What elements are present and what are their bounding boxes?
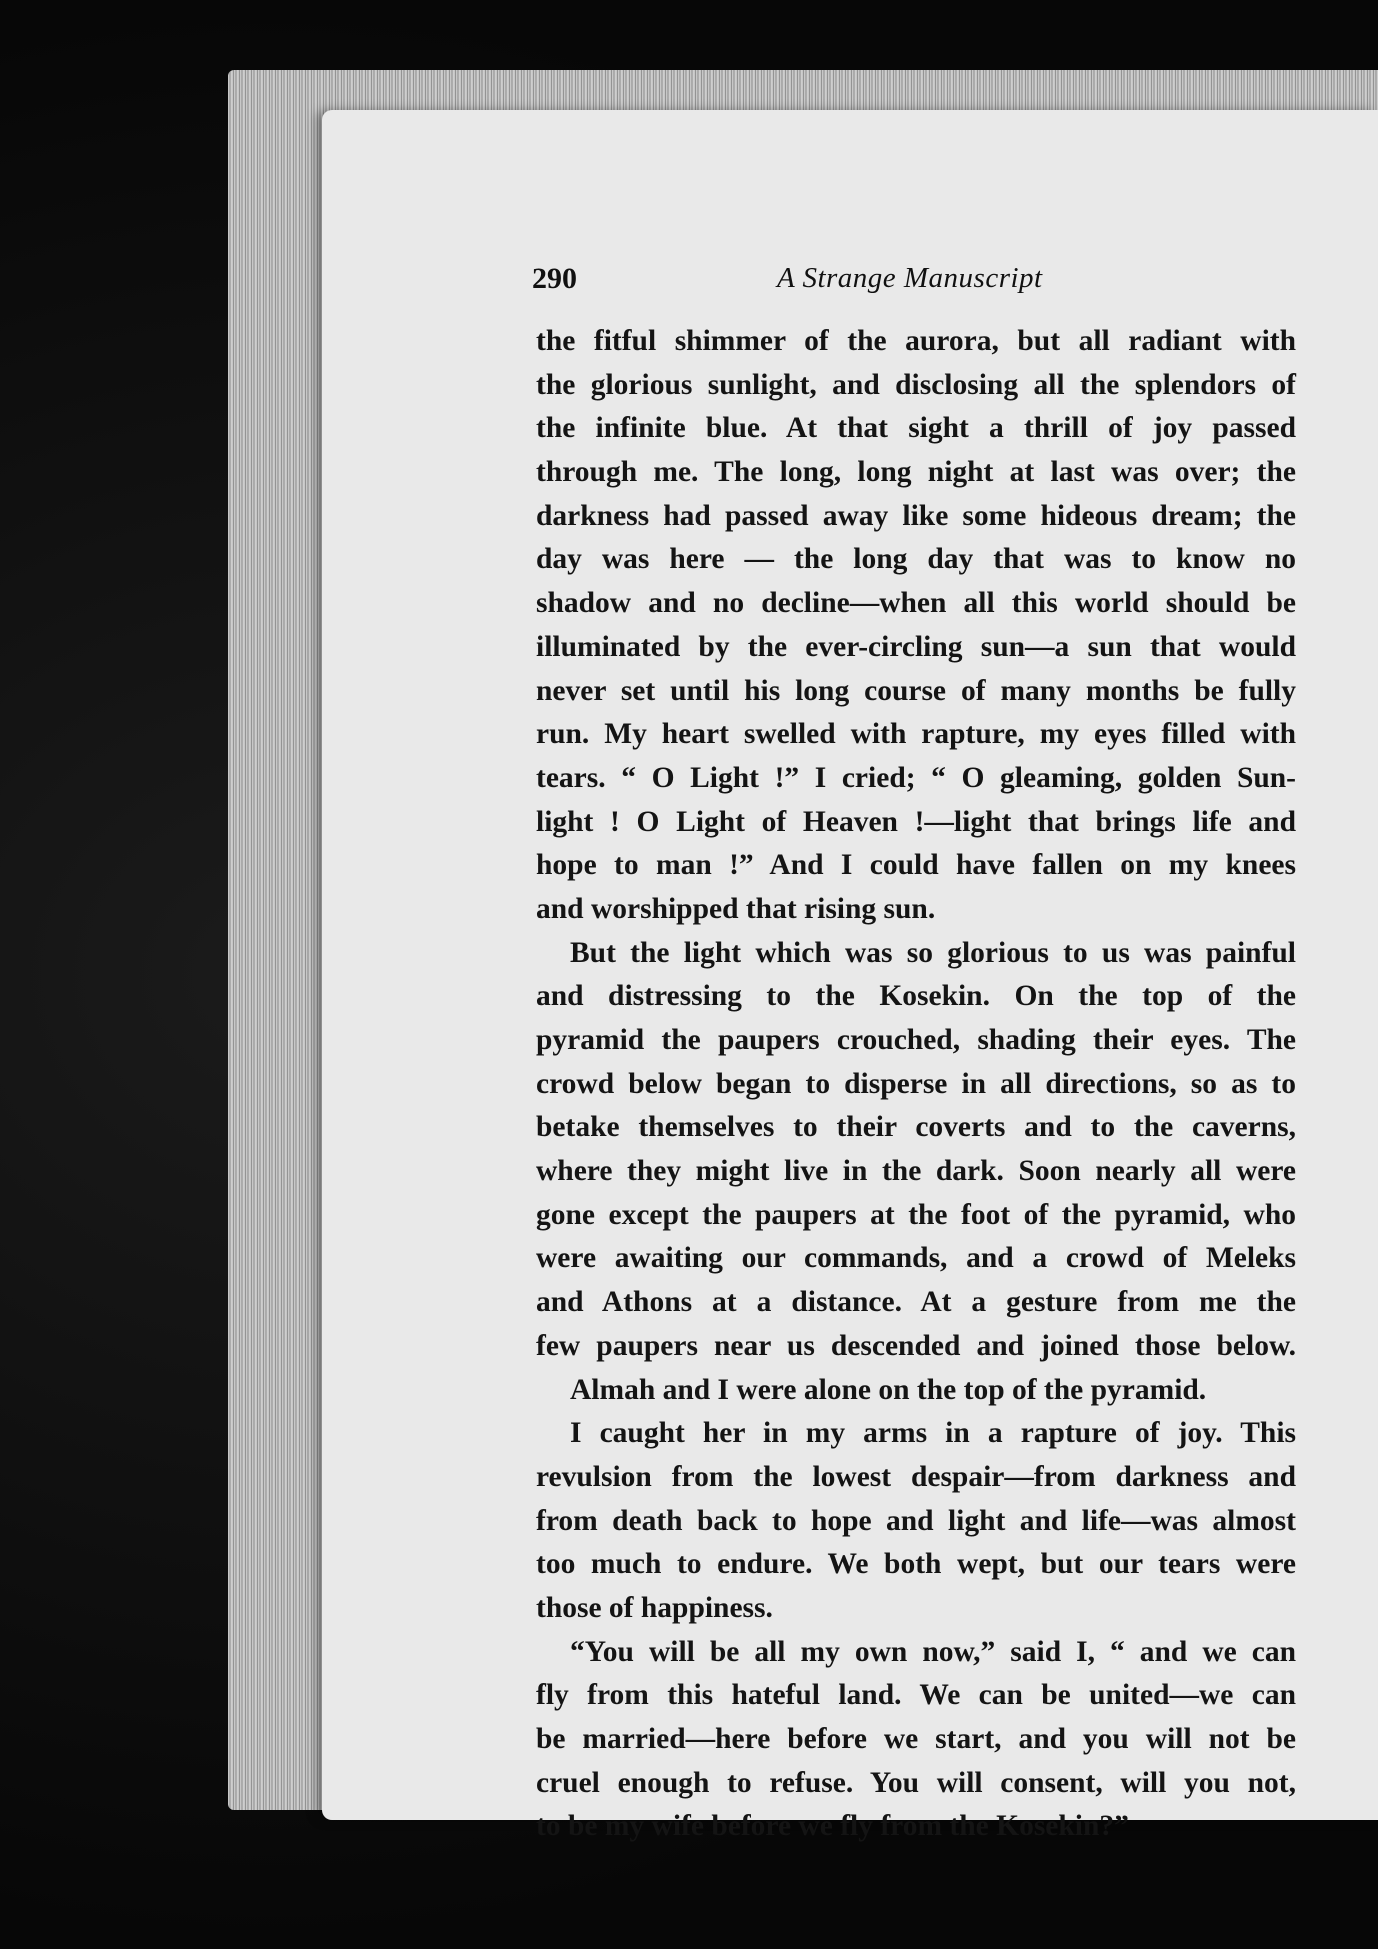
text-line: darkness had passed away like some hideous dream; the	[536, 499, 1296, 532]
text-line: be married—here before we start, and you will not be	[536, 1723, 1296, 1755]
running-head: A Strange Manuscript	[777, 262, 1043, 294]
text-line: betake themselves to their coverts and to the caverns,	[536, 1111, 1296, 1144]
text-line: the glorious sunlight, and disclosing all the splendors of	[536, 368, 1296, 401]
text-line: those of happiness.	[536, 1591, 773, 1624]
text-line: cruel enough to refuse. You will consent, will you not,	[536, 1766, 1296, 1799]
text-line: tears. “ O Light !” I cried; “ O gleaming, golden Sun-	[536, 761, 1296, 794]
text-line: never set until his long course of many months be fully	[536, 674, 1296, 707]
page-header	[532, 262, 1072, 302]
text-line: shadow and no decline—when all this world should be	[536, 587, 1296, 620]
text-line: where they might live in the dark. Soon nearly all were	[536, 1155, 1296, 1188]
text-line: hope to man !” And I could have fallen on my knees	[536, 849, 1296, 882]
text-line: crowd below began to disperse in all directions, so as to	[536, 1067, 1296, 1100]
text-line: the fitful shimmer of the aurora, but all radiant with	[536, 325, 1296, 357]
text-line: few paupers near us descended and joined those below.	[536, 1329, 1296, 1362]
text-line: day was here — the long day that was to know no	[536, 543, 1296, 576]
text-line: the infinite blue. At that sight a thrill of joy passed	[536, 412, 1296, 445]
text-line: and distressing to the Kosekin. On the top of the	[536, 980, 1296, 1013]
text-line: and worshipped that rising sun.	[536, 892, 936, 925]
text-line: light ! O Light of Heaven !—light that brings life and	[536, 805, 1296, 838]
text-line: and Athons at a distance. At a gesture from me the	[536, 1286, 1296, 1319]
text-line: “You will be all my own now,” said I, “ and we can	[570, 1635, 1296, 1668]
text-line: Almah and I were alone on the top of the pyramid.	[570, 1373, 1207, 1406]
text-line: to be my wife before we fly from the Kosekin?”	[536, 1810, 1129, 1843]
text-line: fly from this hateful land. We can be united—we can	[536, 1679, 1296, 1712]
body-text	[536, 320, 1296, 1849]
text-line: through me. The long, long night at last was over; the	[536, 456, 1296, 489]
text-line: pyramid the paupers crouched, shading their eyes. The	[536, 1024, 1296, 1056]
text-line: But the light which was so glorious to us was painful	[570, 936, 1296, 969]
text-line: revulsion from the lowest despair—from darkness and	[536, 1460, 1296, 1493]
text-line: illuminated by the ever-circling sun—a sun that would	[536, 630, 1296, 663]
text-line: from death back to hope and light and life—was almost	[536, 1504, 1296, 1537]
text-line: gone except the paupers at the foot of the pyramid, who	[536, 1198, 1296, 1231]
text-line: I caught her in my arms in a rapture of joy. This	[570, 1417, 1296, 1450]
text-line: too much to endure. We both wept, but our tears were	[536, 1548, 1296, 1581]
text-line: run. My heart swelled with rapture, my eyes filled with	[536, 718, 1296, 751]
page-number: 290	[532, 262, 577, 295]
text-line: were awaiting our commands, and a crowd of Meleks	[536, 1242, 1296, 1275]
